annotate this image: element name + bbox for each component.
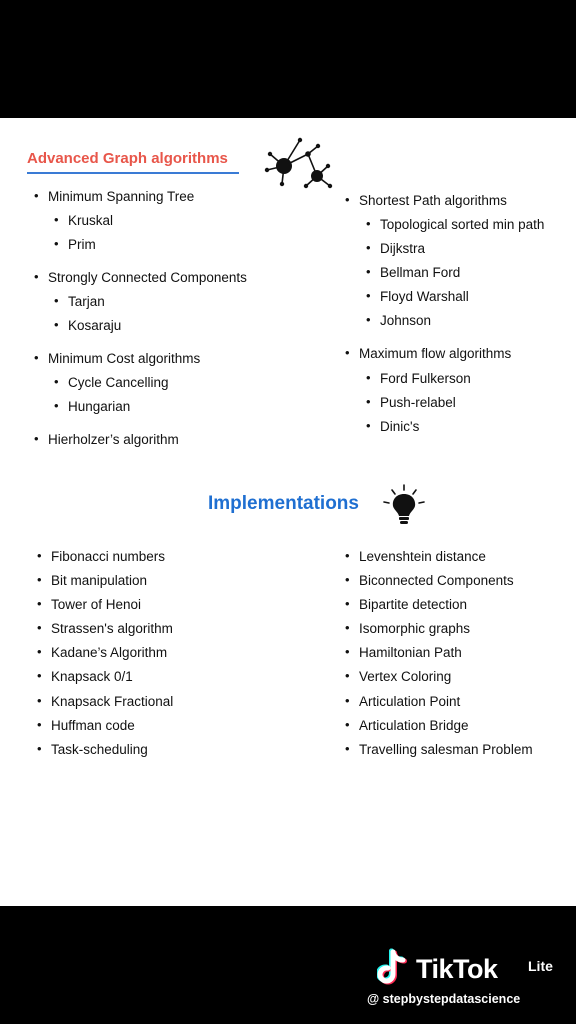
list-item: • Strassen's algorithm xyxy=(51,621,173,636)
list-item-mst: • Minimum Spanning Tree xyxy=(48,189,194,204)
list-item-min-cost: • Minimum Cost algorithms xyxy=(48,351,200,366)
list-item-johnson: • Johnson xyxy=(380,313,431,328)
list-item-shortest-path: • Shortest Path algorithms xyxy=(359,193,507,208)
list-item: • Fibonacci numbers xyxy=(51,549,165,564)
list-item-max-flow: • Maximum flow algorithms xyxy=(359,346,511,361)
list-item: • Articulation Point xyxy=(359,694,460,709)
title-underline xyxy=(27,172,239,174)
list-item: • Knapsack 0/1 xyxy=(51,669,133,684)
tiktok-brand: TikTok xyxy=(416,954,498,984)
list-item-dinics: • Dinic's xyxy=(380,419,419,434)
list-item-tarjan: • Tarjan xyxy=(68,294,105,309)
tiktok-lite-label: Lite xyxy=(528,958,553,974)
list-item-topological: • Topological sorted min path xyxy=(380,217,544,232)
list-item: • Levenshtein distance xyxy=(359,549,486,564)
list-item-kosaraju: • Kosaraju xyxy=(68,318,121,333)
creator-username[interactable]: @ stepbystepdatascience xyxy=(367,992,521,1006)
list-item: • Bipartite detection xyxy=(359,597,467,612)
list-item-floyd-warshall: • Floyd Warshall xyxy=(380,289,469,304)
list-item-kruskal: • Kruskal xyxy=(68,213,113,228)
list-item-prim: • Prim xyxy=(68,237,96,252)
list-item: • Bit manipulation xyxy=(51,573,147,588)
network-graph-icon xyxy=(262,136,334,196)
list-item-ford-fulkerson: • Ford Fulkerson xyxy=(380,371,471,386)
list-item: • Hamiltonian Path xyxy=(359,645,462,660)
section-title-advanced-graph: Advanced Graph algorithms xyxy=(27,150,228,167)
list-item: • Travelling salesman Problem xyxy=(359,742,533,757)
list-item: • Tower of Henoi xyxy=(51,597,141,612)
list-item-cycle-cancelling: • Cycle Cancelling xyxy=(68,375,169,390)
list-item-hungarian: • Hungarian xyxy=(68,399,130,414)
list-item-bellman-ford: • Bellman Ford xyxy=(380,265,460,280)
list-item-hierholzer: • Hierholzer’s algorithm xyxy=(48,432,179,447)
list-item-dijkstra: • Dijkstra xyxy=(380,241,425,256)
tiktok-logo-icon xyxy=(377,948,413,988)
list-item-scc: • Strongly Connected Components xyxy=(48,270,247,285)
list-item: • Biconnected Components xyxy=(359,573,514,588)
list-item: • Task-scheduling xyxy=(51,742,148,757)
list-item: • Isomorphic graphs xyxy=(359,621,470,636)
list-item: • Vertex Coloring xyxy=(359,669,451,684)
list-item: • Huffman code xyxy=(51,718,135,733)
section-title-implementations: Implementations xyxy=(208,493,359,514)
lightbulb-icon xyxy=(380,484,428,526)
list-item-push-relabel: • Push-relabel xyxy=(380,395,456,410)
list-item: • Kadane’s Algorithm xyxy=(51,645,167,660)
list-item: • Articulation Bridge xyxy=(359,718,469,733)
list-item: • Knapsack Fractional xyxy=(51,694,173,709)
